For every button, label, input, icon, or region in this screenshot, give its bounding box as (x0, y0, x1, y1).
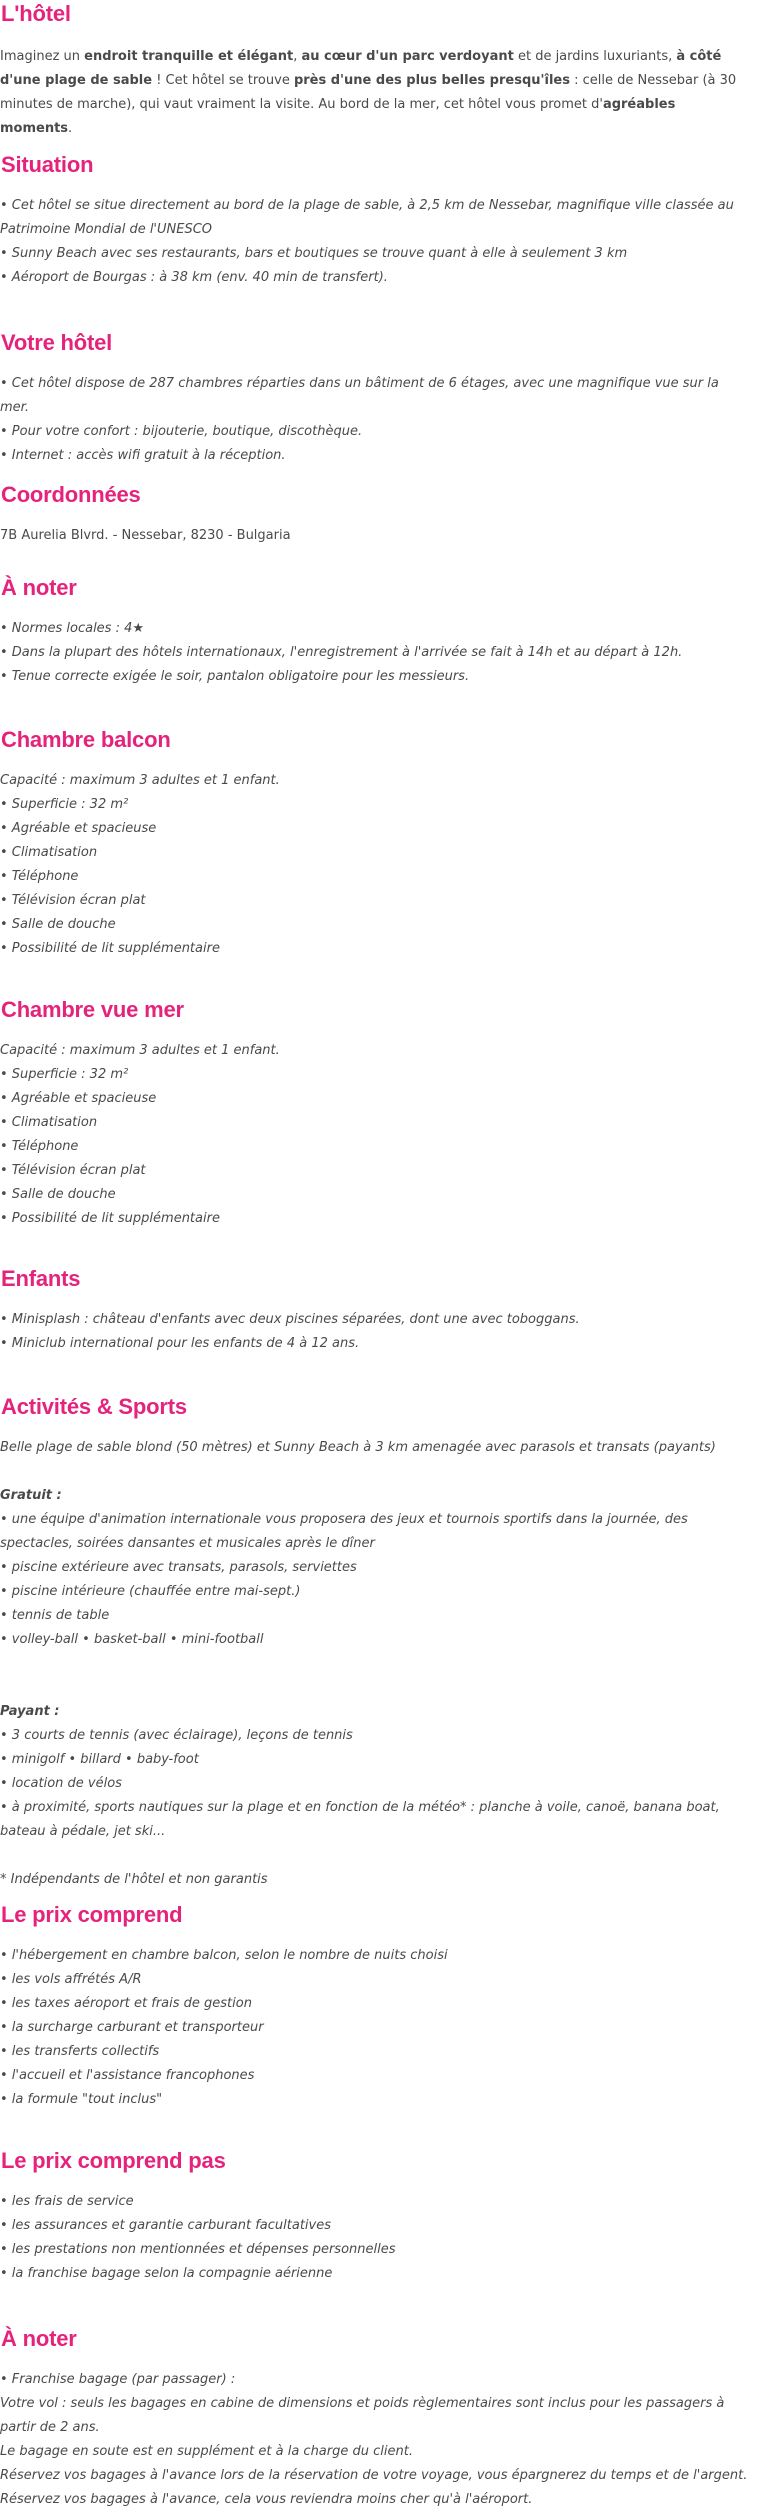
intro-text: : celle de Nessebar (à 30 minutes de marche), qui vaut vraiment la visite. Au bord de la mer, cet hôtel vous promet d' (0, 73, 737, 112)
list-item: Capacité : maximum 3 adultes et 1 enfant. (0, 1043, 280, 1058)
intro-text: et de jardins luxuriants, (513, 49, 677, 64)
list-item: • Possibilité de lit supplémentaire (0, 941, 220, 956)
section-title-activites: Activités & Sports (1, 1394, 187, 1419)
chambre-vue-mer-list (0, 1039, 750, 1231)
intro-emphasis: au cœur d'un parc verdoyant (301, 49, 514, 64)
spacer (0, 1676, 750, 1700)
list-item: • les frais de service (0, 2194, 134, 2209)
intro-text: , (293, 49, 302, 64)
list-item: • Pour votre confort : bijouterie, boutique, discothèque. (0, 424, 363, 439)
list-item: • la franchise bagage selon la compagnie aérienne (0, 2266, 333, 2281)
spacer (0, 1844, 750, 1868)
section-prix-comprend-pas (0, 2147, 750, 2286)
list-item: • Salle de douche (0, 917, 116, 932)
a-noter-list (0, 617, 750, 689)
section-title-enfants: Enfants (1, 1266, 81, 1291)
intro-text: . (68, 121, 73, 136)
section-votre-hotel (0, 329, 750, 468)
section-hotel (0, 0, 750, 141)
intro-emphasis: près d'une des plus belles presqu'îles (293, 73, 570, 88)
section-title-a-noter: À noter (1, 2326, 77, 2351)
section-activites (0, 1393, 750, 1892)
section-title-a-noter: À noter (1, 575, 77, 600)
list-item: • Cet hôtel se situe directement au bord de la plage de sable, à 2,5 km de Nessebar, magnifique ville classée au Patrimoine Mondial de l'UNESCO (0, 198, 734, 237)
list-item: • Tenue correcte exigée le soir, pantalon obligatoire pour les messieurs. (0, 669, 470, 684)
section-title-prix-comprend-pas: Le prix comprend pas (1, 2148, 226, 2173)
list-item: • les taxes aéroport et frais de gestion (0, 1996, 252, 2011)
section-title-hotel: L'hôtel (1, 1, 71, 26)
list-item: Votre vol : seuls les bagages en cabine de dimensions et poids règlementaires sont inclus pour les passagers à partir de 2 ans. (0, 2396, 725, 2435)
list-item: Le bagage en soute est en supplément et à la charge du client. (0, 2444, 413, 2459)
section-title-situation: Situation (1, 152, 94, 177)
list-item: • Salle de douche (0, 1187, 116, 1202)
section-title-prix-comprend: Le prix comprend (1, 1902, 183, 1927)
list-item: • Téléphone (0, 1139, 79, 1154)
list-item: • Sunny Beach avec ses restaurants, bars et boutiques se trouve quant à elle à seulement 3 km (0, 246, 628, 261)
list-item: • les vols affrétés A/R (0, 1972, 142, 1987)
list-item: • Téléphone (0, 869, 79, 884)
list-item: • Aéroport de Bourgas : à 38 km (env. 40 min de transfert). (0, 270, 388, 285)
list-item: • les assurances et garantie carburant facultatives (0, 2218, 332, 2233)
list-item: Capacité : maximum 3 adultes et 1 enfant. (0, 773, 280, 788)
section-prix-comprend (0, 1901, 750, 2112)
gratuit-label: Gratuit : (0, 1488, 62, 1503)
enfants-list (0, 1308, 750, 1356)
section-a-noter-1 (0, 574, 750, 689)
list-item: • Superficie : 32 m² (0, 1067, 129, 1082)
list-item: • Superficie : 32 m² (0, 797, 129, 812)
activites-lead: Belle plage de sable blond (50 mètres) et Sunny Beach à 3 km amenagée avec parasols et transats (payants) (0, 1440, 716, 1455)
list-item: • location de vélos (0, 1776, 122, 1791)
list-item: • l'hébergement en chambre balcon, selon le nombre de nuits choisi (0, 1948, 448, 1963)
spacer (0, 1652, 750, 1676)
payant-label: Payant : (0, 1704, 60, 1719)
list-item: • Miniclub international pour les enfants de 4 à 12 ans. (0, 1336, 360, 1351)
list-item: • piscine intérieure (chauffée entre mai-sept.) (0, 1584, 301, 1599)
list-item: • Minisplash : château d'enfants avec deux piscines séparées, dont une avec toboggans. (0, 1312, 580, 1327)
intro-text: ! Cet hôtel se trouve (152, 73, 294, 88)
intro-text: Imaginez un (0, 49, 85, 64)
list-item: • 3 courts de tennis (avec éclairage), leçons de tennis (0, 1728, 353, 1743)
hotel-intro (0, 45, 750, 141)
section-situation (0, 151, 750, 290)
list-item: • les transferts collectifs (0, 2044, 160, 2059)
prix-comprend-list (0, 1944, 750, 2112)
list-item: • les prestations non mentionnées et dépenses personnelles (0, 2242, 396, 2257)
list-item: • à proximité, sports nautiques sur la plage et en fonction de la météo* : planche à voile, canoë, banana boat, bateau à pédale, jet ski... (0, 1800, 720, 1839)
chambre-balcon-list (0, 769, 750, 961)
list-item: • Franchise bagage (par passager) : (0, 2372, 236, 2387)
list-item: • minigolf • billard • baby-foot (0, 1752, 199, 1767)
list-item: • Climatisation (0, 845, 98, 860)
intro-emphasis: endroit tranquille et élégant (84, 49, 294, 64)
list-item: • Télévision écran plat (0, 1163, 146, 1178)
list-item: Réservez vos bagages à l'avance lors de la réservation de votre voyage, vous épargnerez du temps et de l'argent. (0, 2468, 748, 2483)
list-item: • Agréable et spacieuse (0, 1091, 157, 1106)
list-item: • Possibilité de lit supplémentaire (0, 1211, 220, 1226)
list-item: • Agréable et spacieuse (0, 821, 157, 836)
activites-note: * Indépendants de l'hôtel et non garantis (0, 1872, 268, 1887)
list-item: • tennis de table (0, 1608, 110, 1623)
address: 7B Aurelia Blvrd. - Nessebar, 8230 - Bulgaria (0, 528, 291, 543)
section-chambre-balcon (0, 726, 750, 961)
section-coordonnees (0, 481, 750, 548)
activites-content (0, 1436, 750, 1892)
list-item: • volley-ball • basket-ball • mini-football (0, 1632, 264, 1647)
list-item: • la formule "tout inclus" (0, 2092, 163, 2107)
section-enfants (0, 1265, 750, 1356)
section-title-chambre-balcon: Chambre balcon (1, 727, 171, 752)
intro-emphasis: à côté d'une plage de sable (0, 49, 722, 88)
list-item: • Cet hôtel dispose de 287 chambres réparties dans un bâtiment de 6 étages, avec une magnifique vue sur la mer. (0, 376, 719, 415)
a-noter-2-list (0, 2368, 750, 2512)
intro-emphasis: agréables moments (0, 97, 676, 136)
section-title-chambre-vue-mer: Chambre vue mer (1, 997, 184, 1022)
list-item: • Dans la plupart des hôtels internationaux, l'enregistrement à l'arrivée se fait à 14h et au départ à 12h. (0, 645, 683, 660)
section-title-votre-hotel: Votre hôtel (1, 330, 113, 355)
list-item: • Normes locales : 4★ (0, 621, 145, 636)
list-item: Réservez vos bagages à l'avance, cela vous reviendra moins cher qu'à l'aéroport. (0, 2492, 533, 2507)
list-item: • Internet : accès wifi gratuit à la réception. (0, 448, 286, 463)
spacer (0, 1460, 750, 1484)
list-item: • une équipe d'animation internationale vous proposera des jeux et tournois sportifs dans la journée, des spectacles, soirées dansantes et musicales après le dîner (0, 1512, 688, 1551)
prix-comprend-pas-list (0, 2190, 750, 2286)
section-title-coordonnees: Coordonnées (1, 482, 141, 507)
section-a-noter-2 (0, 2325, 750, 2512)
list-item: • Télévision écran plat (0, 893, 146, 908)
list-item: • la surcharge carburant et transporteur (0, 2020, 264, 2035)
list-item: • Climatisation (0, 1115, 98, 1130)
situation-list (0, 194, 750, 290)
section-chambre-vue-mer (0, 996, 750, 1231)
list-item: • piscine extérieure avec transats, parasols, serviettes (0, 1560, 357, 1575)
list-item: • l'accueil et l'assistance francophones (0, 2068, 255, 2083)
votre-hotel-list (0, 372, 750, 468)
